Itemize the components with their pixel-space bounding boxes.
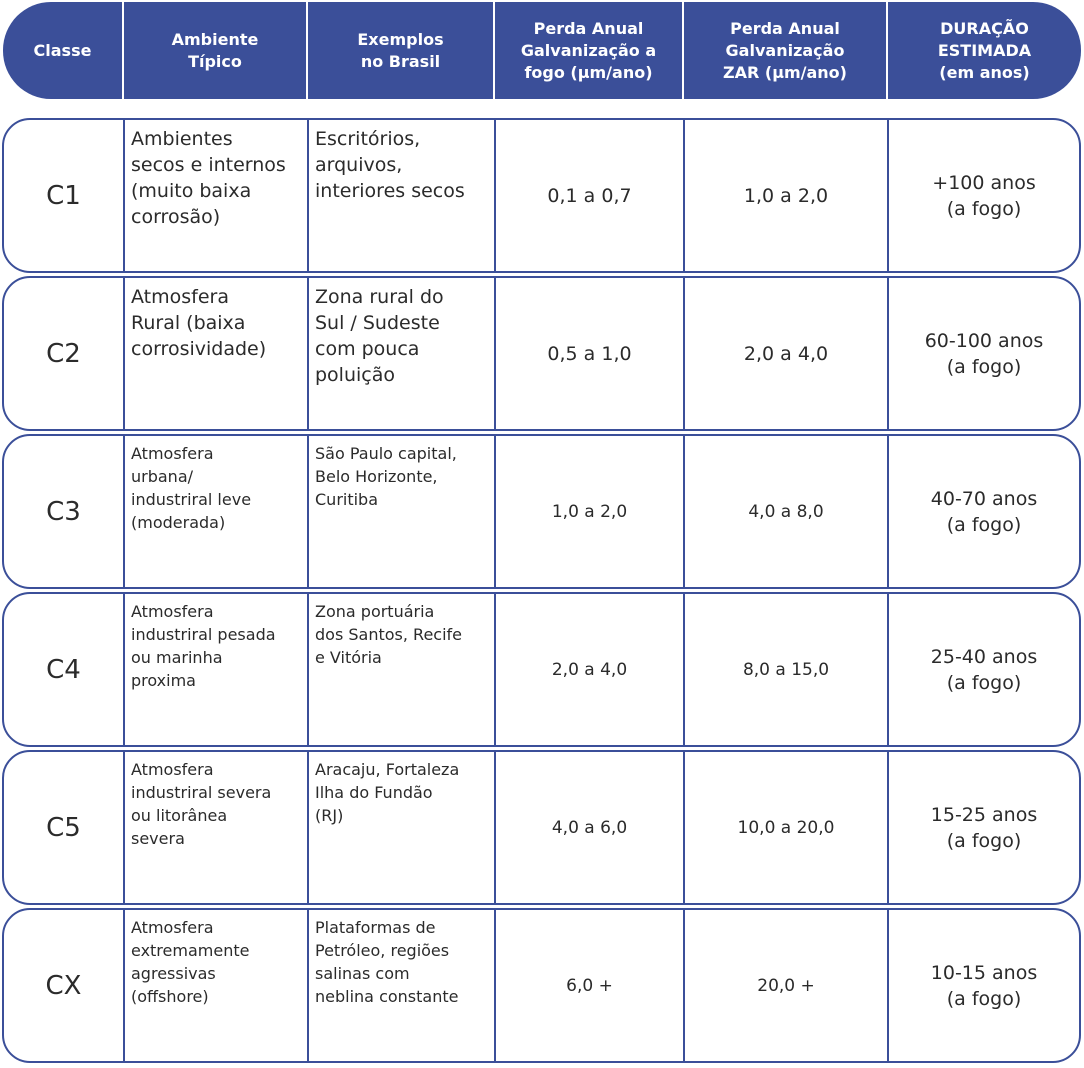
perda-zar-cell: 1,0 a 2,0 [683, 120, 887, 271]
ambiente-cell: Atmosfera industriral pesada ou marinha proxima [123, 594, 307, 745]
table-row [2, 434, 1081, 589]
classe-cell: CX [45, 970, 82, 1001]
classe-cell: C5 [46, 812, 81, 843]
duracao-cell: 10-15 anos (a fogo) [887, 910, 1079, 1061]
perda-zar-cell: 4,0 a 8,0 [683, 436, 887, 587]
duracao-cell: 60-100 anos (a fogo) [887, 278, 1079, 429]
header-ambiente: Ambiente Típico [122, 2, 306, 99]
ambiente-cell: Ambientes secos e internos (muito baixa corrosão) [123, 120, 307, 271]
header-perda-fogo: Perda Anual Galvanização a fogo (µm/ano) [493, 2, 682, 99]
table-row [2, 592, 1081, 747]
perda-zar-cell: 10,0 a 20,0 [683, 752, 887, 903]
header-duracao: DURAÇÃO ESTIMADA (em anos) [886, 2, 1081, 99]
ambiente-cell: Atmosfera urbana/ industriral leve (moderada) [123, 436, 307, 587]
perda-zar-cell: 8,0 a 15,0 [683, 594, 887, 745]
classe-cell: C1 [46, 180, 81, 211]
perda-fogo-cell: 2,0 a 4,0 [494, 594, 683, 745]
header-exemplos: Exemplos no Brasil [306, 2, 493, 99]
classe-cell: C4 [46, 654, 81, 685]
exemplos-cell: São Paulo capital, Belo Horizonte, Curitiba [307, 436, 494, 587]
table-header [3, 2, 1081, 99]
table-row [2, 276, 1081, 431]
duracao-cell: 40-70 anos (a fogo) [887, 436, 1079, 587]
duracao-cell: 25-40 anos (a fogo) [887, 594, 1079, 745]
exemplos-cell: Aracaju, Fortaleza Ilha do Fundão (RJ) [307, 752, 494, 903]
ambiente-cell: Atmosfera extremamente agressivas (offshore) [123, 910, 307, 1061]
header-perda-zar: Perda Anual Galvanização ZAR (µm/ano) [682, 2, 886, 99]
header-classe: Classe [33, 40, 92, 60]
exemplos-cell: Zona rural do Sul / Sudeste com pouca poluição [307, 278, 494, 429]
ambiente-cell: Atmosfera Rural (baixa corrosividade) [123, 278, 307, 429]
exemplos-cell: Zona portuária dos Santos, Recife e Vitória [307, 594, 494, 745]
perda-fogo-cell: 1,0 a 2,0 [494, 436, 683, 587]
perda-zar-cell: 2,0 a 4,0 [683, 278, 887, 429]
classe-cell: C3 [46, 496, 81, 527]
exemplos-cell: Plataformas de Petróleo, regiões salinas com neblina constante [307, 910, 494, 1061]
duracao-cell: 15-25 anos (a fogo) [887, 752, 1079, 903]
perda-fogo-cell: 6,0 + [494, 910, 683, 1061]
table-row [2, 118, 1081, 273]
exemplos-cell: Escritórios, arquivos, interiores secos [307, 120, 494, 271]
classe-cell: C2 [46, 338, 81, 369]
perda-zar-cell: 20,0 + [683, 910, 887, 1061]
perda-fogo-cell: 0,5 a 1,0 [494, 278, 683, 429]
duracao-cell: +100 anos (a fogo) [887, 120, 1079, 271]
ambiente-cell: Atmosfera industriral severa ou litorânea severa [123, 752, 307, 903]
table-row [2, 908, 1081, 1063]
perda-fogo-cell: 0,1 a 0,7 [494, 120, 683, 271]
perda-fogo-cell: 4,0 a 6,0 [494, 752, 683, 903]
table-row [2, 750, 1081, 905]
